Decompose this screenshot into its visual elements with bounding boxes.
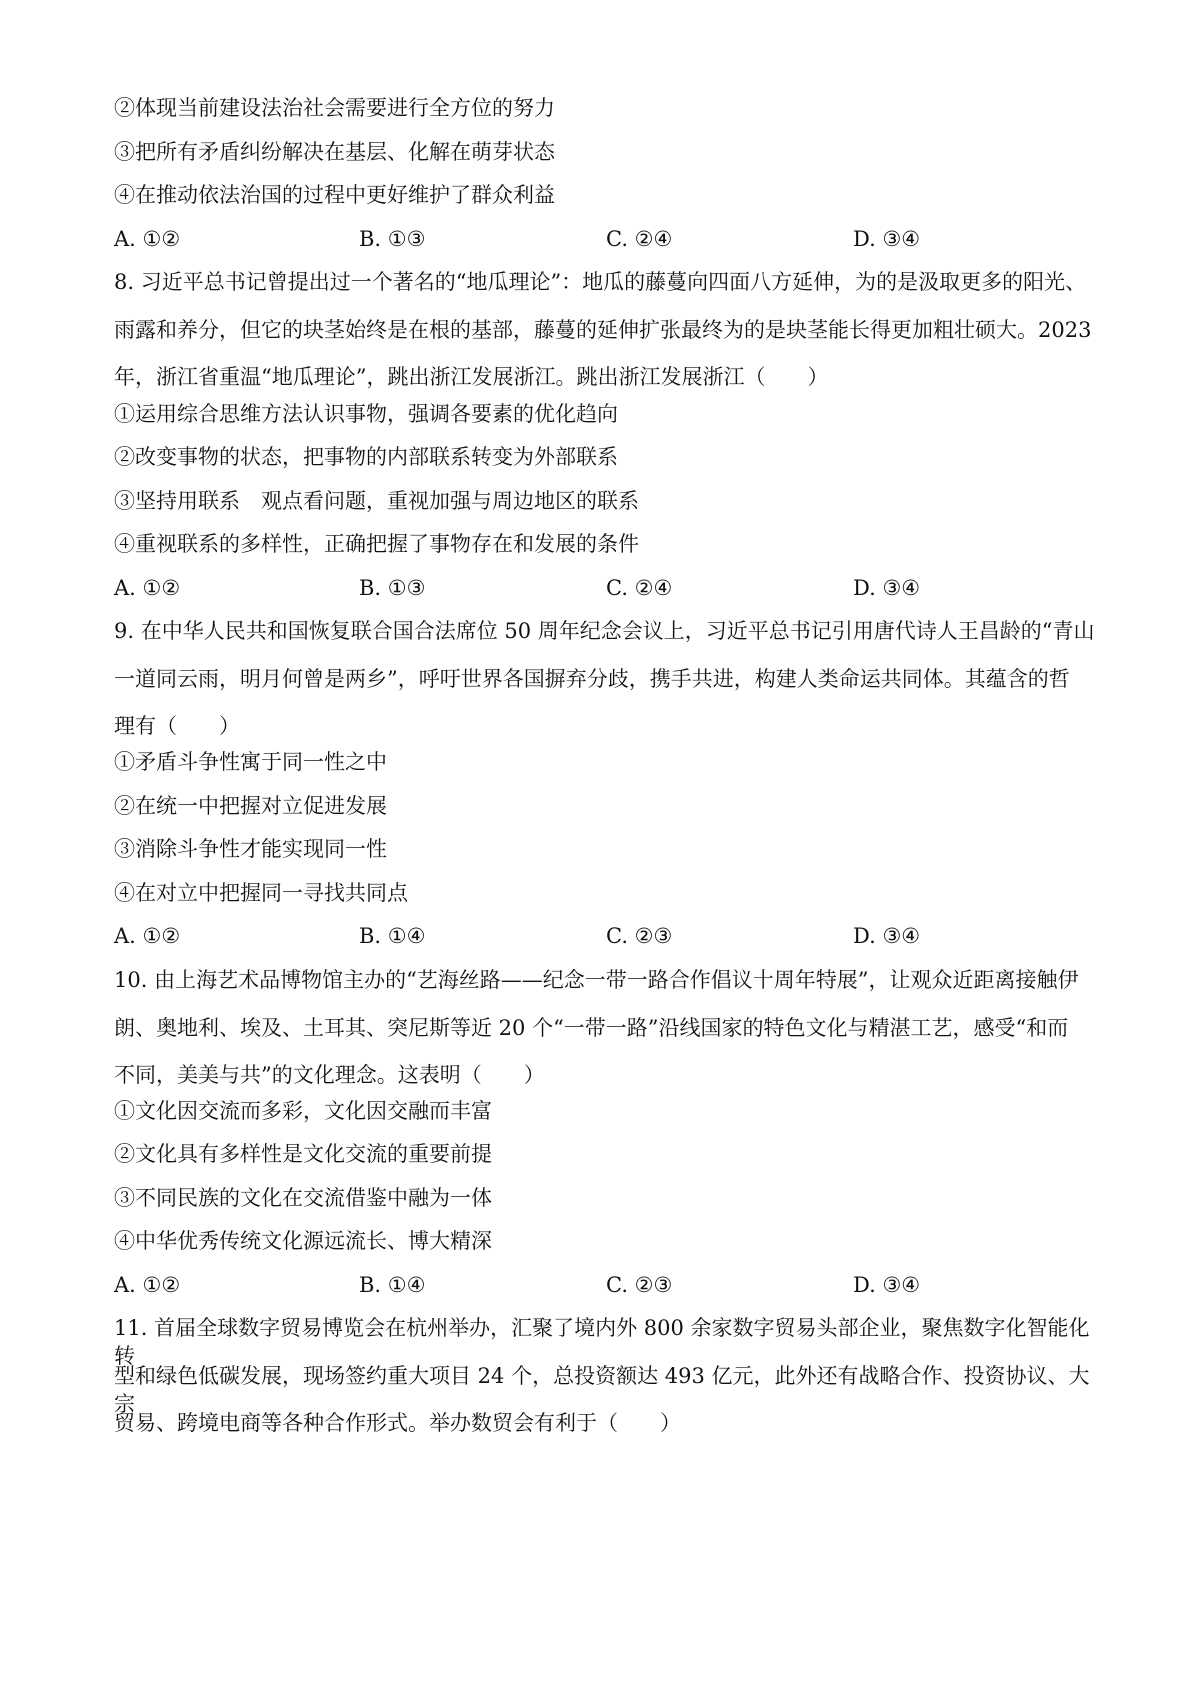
q10-option-3: ③不同民族的文化在交流借鉴中融为一体	[114, 1186, 492, 1210]
q9-option-1: ①矛盾斗争性寓于同一性之中	[114, 750, 387, 774]
q10-answer-choices	[114, 1271, 1099, 1299]
q11-stem-line-1: 11. 首届全球数字贸易博览会在杭州举办，汇聚了境内外 800 余家数字贸易头部企业，聚焦数字化智能化转	[114, 1316, 1090, 1368]
q7-choice-d: D. ③④	[853, 227, 921, 251]
q8-choice-a: A. ①②	[114, 576, 181, 600]
q7-option-2: ②体现当前建设法治社会需要进行全方位的努力	[114, 96, 555, 120]
q9-stem-line-2: 一道同云雨，明月何曾是两乡”，呼吁世界各国摒弃分歧，携手共进，构建人类命运共同体。其蕴含的哲	[114, 666, 1070, 691]
q10-option-4: ④中华优秀传统文化源远流长、博大精深	[114, 1229, 492, 1253]
q7-option-3: ③把所有矛盾纠纷解决在基层、化解在萌芽状态	[114, 140, 555, 164]
q9-stem-line-1: 9. 在中华人民共和国恢复联合国合法席位 50 周年纪念会议上，习近平总书记引用唐代诗人王昌龄的“青山	[114, 619, 1095, 643]
q8-choice-c: C. ②④	[606, 576, 673, 600]
q8-answer-choices	[114, 574, 1099, 602]
q8-stem	[114, 268, 1099, 411]
q8-stem-line-3: 年，浙江省重温“地瓜理论”，跳出浙江发展浙江。跳出浙江发展浙江（ ）	[114, 365, 829, 389]
q9-choice-a: A. ①②	[114, 924, 181, 948]
q9-choice-d: D. ③④	[853, 924, 921, 948]
q7-answer-choices	[114, 225, 1099, 253]
q9-option-3: ③消除斗争性才能实现同一性	[114, 837, 387, 861]
q8-choice-d: D. ③④	[853, 576, 921, 600]
q10-choice-b: B. ①④	[359, 1273, 426, 1297]
q9-stem	[114, 617, 1099, 760]
q7-option-4: ④在推动依法治国的过程中更好维护了群众利益	[114, 183, 555, 207]
q8-option-4: ④重视联系的多样性，正确把握了事物存在和发展的条件	[114, 532, 639, 556]
q10-choice-a: A. ①②	[114, 1273, 181, 1297]
q8-stem-line-2: 雨露和养分，但它的块茎始终是在根的基部，藤蔓的延伸扩张最终为的是块茎能长得更加粗壮硕大。2023	[114, 317, 1092, 342]
q9-choice-b: B. ①④	[359, 924, 426, 948]
q7-choice-b: B. ①③	[359, 227, 426, 251]
q9-answer-choices	[114, 922, 1099, 950]
q11-stem-line-2: 型和绿色低碳发展，现场签约重大项目 24 个，总投资额达 493 亿元，此外还有战略合作、投资协议、大宗	[114, 1363, 1090, 1416]
q10-stem-line-2: 朗、奥地利、埃及、土耳其、突尼斯等近 20 个“一带一路”沿线国家的特色文化与精湛工艺，感受“和而	[114, 1015, 1069, 1040]
q8-stem-line-1: 8. 习近平总书记曾提出过一个著名的“地瓜理论”：地瓜的藤蔓向四面八方延伸，为的是汲取更多的阳光、	[114, 270, 1087, 294]
q8-option-3: ③坚持用联系 观点看问题，重视加强与周边地区的联系	[114, 489, 639, 513]
q10-choice-d: D. ③④	[853, 1273, 921, 1297]
q9-option-2: ②在统一中把握对立促进发展	[114, 794, 387, 818]
q10-stem	[114, 966, 1099, 1109]
q7-choice-a: A. ①②	[114, 227, 181, 251]
q9-stem-line-3: 理有（ ）	[114, 714, 240, 738]
q9-option-4: ④在对立中把握同一寻找共同点	[114, 881, 408, 905]
q11-stem	[114, 1314, 1099, 1457]
q10-stem-line-1: 10. 由上海艺术品博物馆主办的“艺海丝路——纪念一带一路合作倡议十周年特展”，让观众近距离接触伊	[114, 968, 1079, 992]
q8-option-1: ①运用综合思维方法认识事物，强调各要素的优化趋向	[114, 402, 618, 426]
q11-stem-line-3: 贸易、跨境电商等各种合作形式。举办数贸会有利于（ ）	[114, 1411, 681, 1435]
q8-choice-b: B. ①③	[359, 576, 426, 600]
q9-choice-c: C. ②③	[606, 924, 673, 948]
q10-option-2: ②文化具有多样性是文化交流的重要前提	[114, 1142, 492, 1166]
q10-option-1: ①文化因交流而多彩，文化因交融而丰富	[114, 1099, 492, 1123]
q10-stem-line-3: 不同，美美与共”的文化理念。这表明（ ）	[114, 1063, 545, 1087]
q10-choice-c: C. ②③	[606, 1273, 673, 1297]
q8-option-2: ②改变事物的状态，把事物的内部联系转变为外部联系	[114, 445, 618, 469]
q7-choice-c: C. ②④	[606, 227, 673, 251]
